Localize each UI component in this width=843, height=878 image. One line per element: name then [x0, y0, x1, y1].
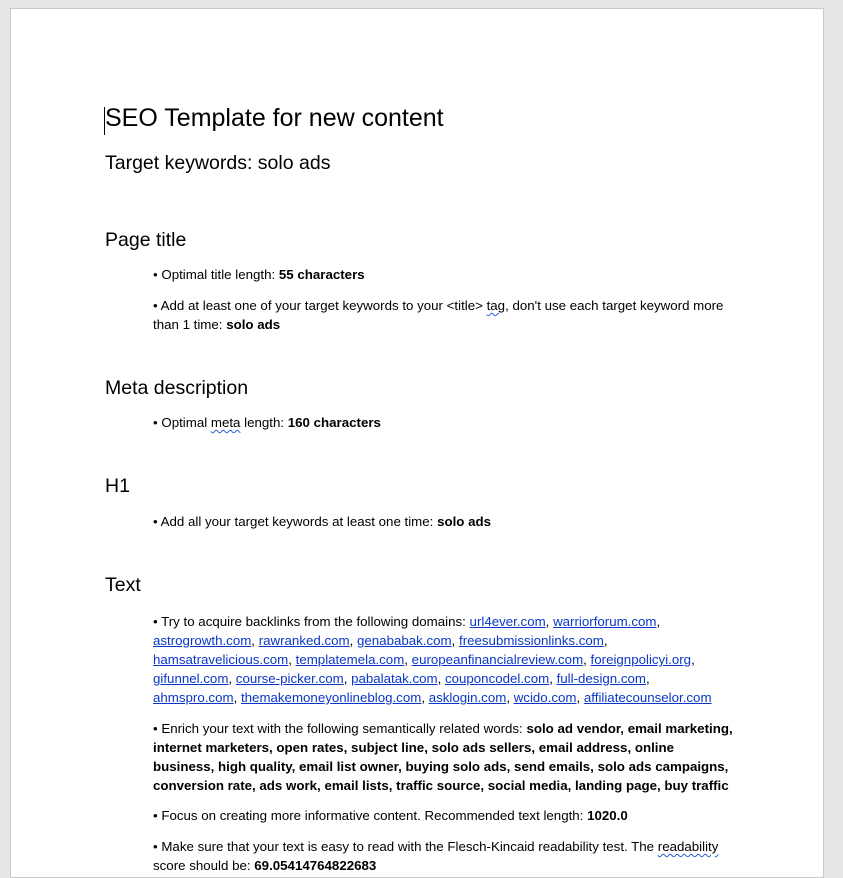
bullet-value: solo ads	[437, 514, 492, 529]
bullet-h1-keywords[interactable]: • Add all your target keywords at least one time: solo ads	[153, 514, 492, 529]
domain-link[interactable]: wcido.com	[513, 690, 577, 705]
separator: ,	[421, 690, 429, 705]
bullet-related-words[interactable]: • Enrich your text with the following semantically related words: solo ad vendor, email marketing, internet marketers, open rates, subject line, solo ads sellers, email address, online business, high quality, email list owner, buying solo ads, send emails, solo ads campaigns, conversion rate, ads work, email lists, traffic source, social media, landing page, buy traffic	[153, 721, 733, 793]
bullet-title-keywords[interactable]: • Add at least one of your target keywords to your <title> tag, don't use each target keyword more than 1 time: solo ads	[153, 298, 724, 332]
domain-link[interactable]: affiliatecounselor.com	[583, 690, 712, 705]
domain-link[interactable]: freesubmissionlinks.com	[459, 633, 604, 648]
domain-link[interactable]: templatemela.com	[295, 652, 405, 667]
target-keywords-line[interactable]: Target keywords: solo ads	[105, 152, 331, 174]
domain-link[interactable]: warriorforum.com	[553, 614, 657, 629]
separator: ,	[506, 690, 514, 705]
bullet-value: 160 characters	[287, 415, 381, 430]
heading-page-title[interactable]: Page title	[105, 229, 187, 251]
domain-link[interactable]: asklogin.com	[428, 690, 507, 705]
domain-link[interactable]: course-picker.com	[235, 671, 344, 686]
bullet-text: Make sure that your text is easy to read with the Flesch-Kincaid readability test. The	[161, 839, 655, 854]
document-title[interactable]: SEO Template for new content	[105, 104, 444, 132]
bullet-readability[interactable]: • Make sure that your text is easy to read with the Flesch-Kincaid readability test. The readability score should be: 69.05414764822683	[153, 839, 719, 873]
heading-h1[interactable]: H1	[105, 475, 130, 497]
bullet-value: 55 characters	[278, 267, 365, 282]
domain-link[interactable]: genababak.com	[356, 633, 452, 648]
domain-link[interactable]: astrogrowth.com	[153, 633, 252, 648]
bullet-meta-length[interactable]: • Optimal meta length: 160 characters	[153, 415, 381, 430]
separator: ,	[233, 690, 241, 705]
bullet-text: Focus on creating more informative content. Recommended text length:	[161, 808, 584, 823]
bullet-text: score should be:	[153, 858, 251, 873]
separator: ,	[288, 652, 296, 667]
bullet-text-length[interactable]: • Focus on creating more informative content. Recommended text length: 1020.0	[153, 808, 628, 823]
bullet-text: Add at least one of your target keywords to your <title>	[160, 298, 487, 313]
bullet-title-length[interactable]: • Optimal title length: 55 characters	[153, 267, 365, 282]
separator: ,	[343, 671, 352, 686]
bullet-value: 69.05414764822683	[254, 858, 377, 873]
spellcheck-word[interactable]: readability	[657, 839, 719, 854]
separator: ,	[603, 633, 608, 648]
domain-link[interactable]: gifunnel.com	[153, 671, 229, 686]
bullet-backlinks[interactable]: • Try to acquire backlinks from the following domains: url4ever.com, warriorforum.com, astrogrowth.com, rawranked.com, genababak.com, freesubmissionlinks.com, hamsatravelicious.com, templatemela.com, europeanfinancialreview.com, foreignpolicyi.org, gifunnel.com, course-picker.com, pabalatak.com, couponcodel.com, full-design.com, ahmspro.com, themakemoneyonlineblog.com, asklogin.com, wcido.com, affiliatecounselor.com	[153, 614, 712, 705]
domain-link[interactable]: pabalatak.com	[351, 671, 438, 686]
domain-link[interactable]: europeanfinancialreview.com	[411, 652, 584, 667]
separator: ,	[656, 614, 661, 629]
separator: ,	[228, 671, 236, 686]
bullet-text: Enrich your text with the following semantically related words:	[161, 721, 523, 736]
bullet-text: Optimal	[161, 415, 211, 430]
separator: ,	[349, 633, 357, 648]
bullet-text: Try to acquire backlinks from the following domains:	[161, 614, 466, 629]
separator: ,	[437, 671, 445, 686]
separator: ,	[549, 671, 557, 686]
domain-link[interactable]: hamsatravelicious.com	[153, 652, 289, 667]
bullet-text: length:	[240, 415, 285, 430]
bullet-value: solo ad vendor, email marketing, internet marketers, open rates, subject line, solo ads sellers, email address, online business, high quality, email list owner, buying solo ads, send emails, solo ads campaigns, conversion rate, ads work, email lists, traffic source, social media, landing page, buy traffic	[153, 721, 733, 793]
separator: ,	[691, 652, 695, 667]
domain-link[interactable]: foreignpolicyi.org	[590, 652, 692, 667]
domain-link[interactable]: full-design.com	[556, 671, 647, 686]
heading-meta-description[interactable]: Meta description	[105, 377, 249, 399]
domain-link[interactable]: rawranked.com	[258, 633, 350, 648]
heading-text[interactable]: Text	[105, 574, 141, 596]
separator: ,	[545, 614, 554, 629]
bullet-value: solo ads	[226, 317, 281, 332]
document-page[interactable]	[10, 8, 824, 878]
separator: ,	[646, 671, 650, 686]
domain-link[interactable]: couponcodel.com	[444, 671, 550, 686]
separator: ,	[576, 690, 584, 705]
spellcheck-word[interactable]: tag	[486, 298, 506, 313]
bullet-text: , don't use each target keyword more than 1 time:	[153, 298, 724, 332]
bullet-text: Add all your target keywords at least one time:	[160, 514, 434, 529]
domain-link[interactable]: themakemoneyonlineblog.com	[240, 690, 422, 705]
domain-link[interactable]: url4ever.com	[469, 614, 546, 629]
bullet-value: 1020.0	[587, 808, 628, 823]
separator: ,	[451, 633, 459, 648]
domain-link[interactable]: ahmspro.com	[153, 690, 234, 705]
separator: ,	[404, 652, 412, 667]
bullet-text: Optimal title length:	[161, 267, 276, 282]
separator: ,	[251, 633, 259, 648]
spellcheck-word[interactable]: meta	[210, 415, 241, 430]
separator: ,	[583, 652, 591, 667]
